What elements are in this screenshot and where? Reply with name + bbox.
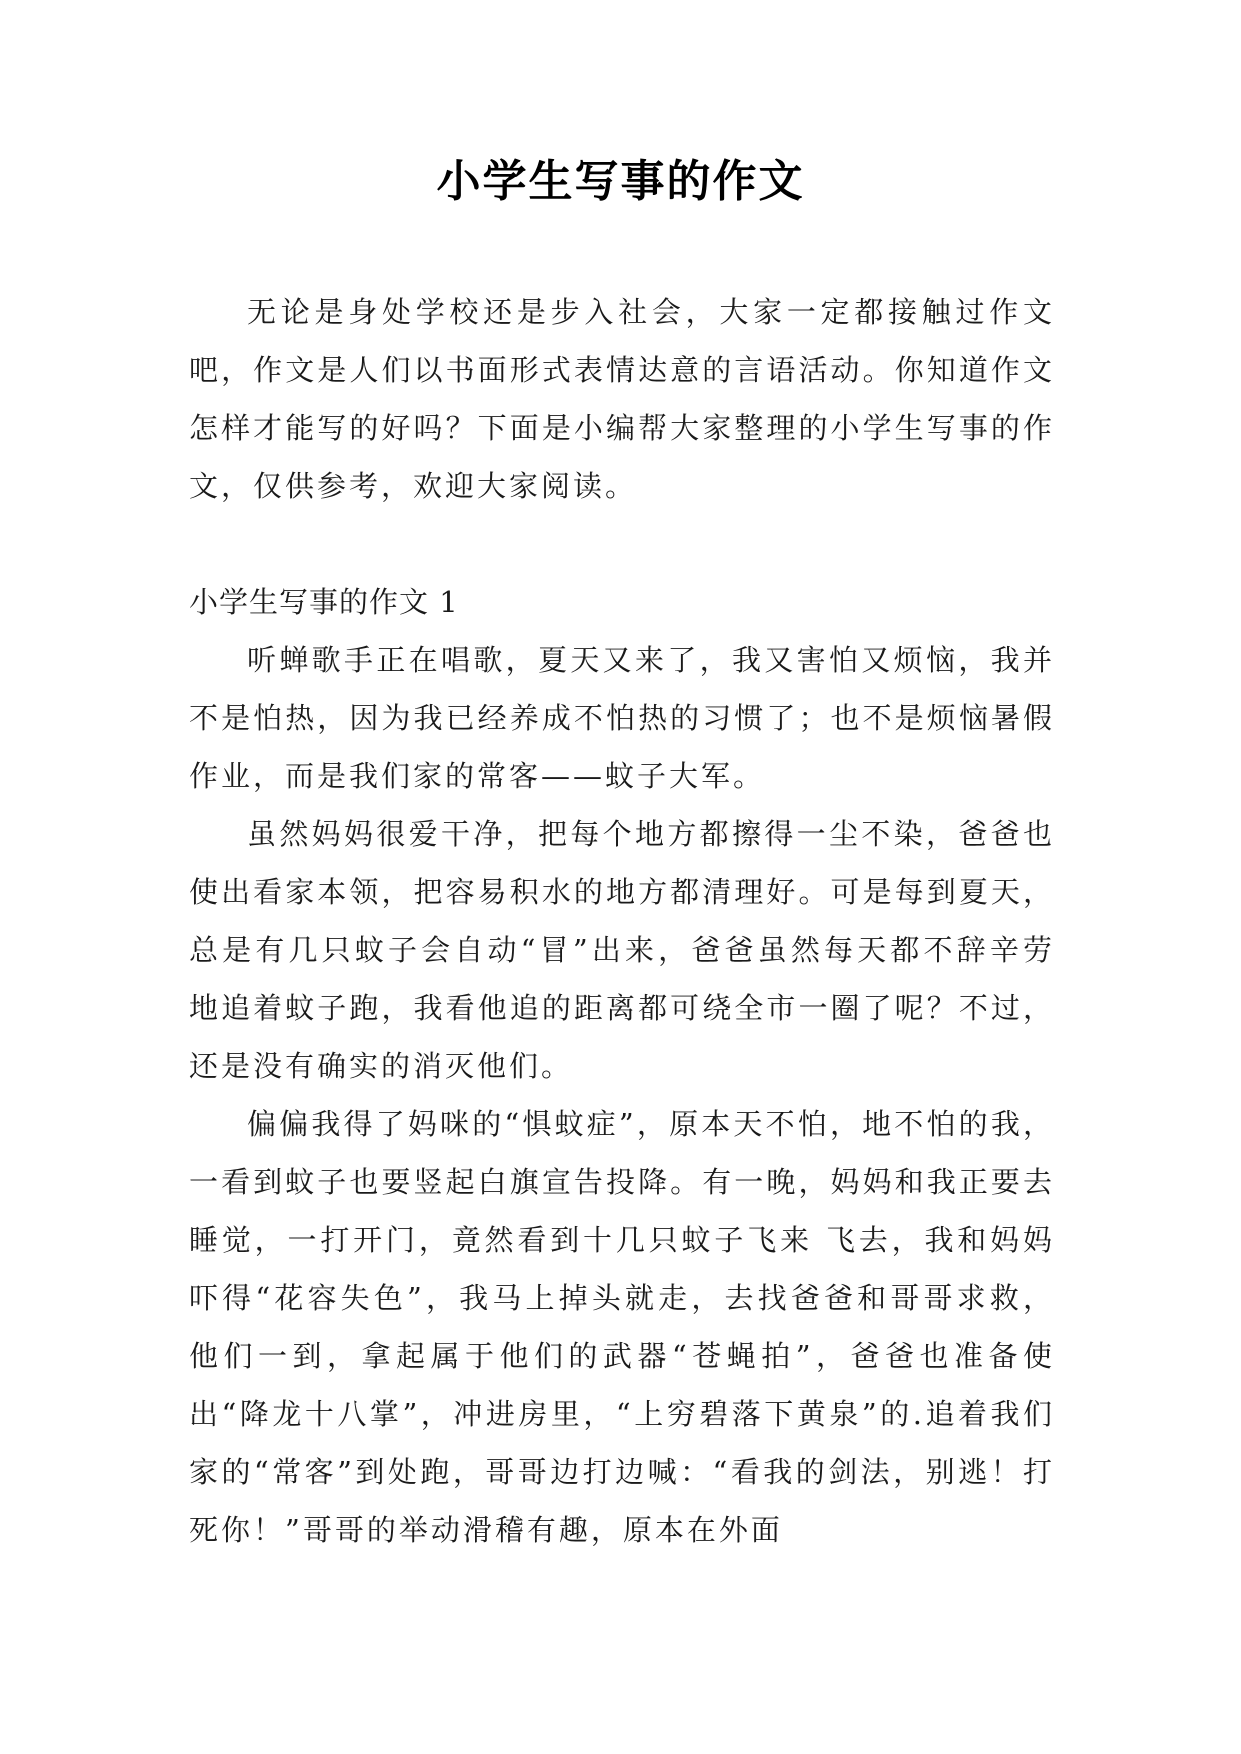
paragraph-spacer	[189, 515, 1055, 573]
body-paragraph-3: 偏偏我得了妈咪的“惧蚊症”，原本天不怕，地不怕的我，一看到蚊子也要竖起白旗宣告投降。有一晚，妈妈和我正要去睡觉，一打开门，竟然看到十几只蚊子飞来 飞去，我和妈妈吓得“花容失色”，我马上掉头就走，去找爸爸和哥哥求救，他们一到，拿起属于他们的武器“苍蝇拍”，爸爸也准备使出“降龙十八掌”，冲进房里，“上穷碧落下黄泉”的.追着我们家的“常客”到处跑，哥哥边打边喊：“看我的剑法，别逃！打死你！”哥哥的举动滑稽有趣，原本在外面	[189, 1107, 1055, 1547]
section-heading: 小学生写事的作文 1	[189, 585, 459, 619]
body-paragraph-2: 虽然妈妈很爱干净，把每个地方都擦得一尘不染，爸爸也使出看家本领，把容易积水的地方都清理好。可是每到夏天，总是有几只蚊子会自动“冒”出来，爸爸虽然每天都不辞辛劳地追着蚊子跑，我看他追的距离都可绕全市一圈了呢？不过，还是没有确实的消灭他们。	[189, 817, 1055, 1083]
document-body	[189, 283, 1055, 1559]
intro-paragraph: 无论是身处学校还是步入社会，大家一定都接触过作文吧，作文是人们以书面形式表情达意的言语活动。你知道作文怎样才能写的好吗？下面是小编帮大家整理的小学生写事的作文，仅供参考，欢迎大家阅读。	[189, 295, 1055, 503]
document-title: 小学生写事的作文	[436, 156, 805, 207]
body-paragraph-1: 听蝉歌手正在唱歌，夏天又来了，我又害怕又烦恼，我并不是怕热，因为我已经养成不怕热的习惯了；也不是烦恼暑假作业，而是我们家的常客——蚊子大军。	[189, 643, 1055, 793]
